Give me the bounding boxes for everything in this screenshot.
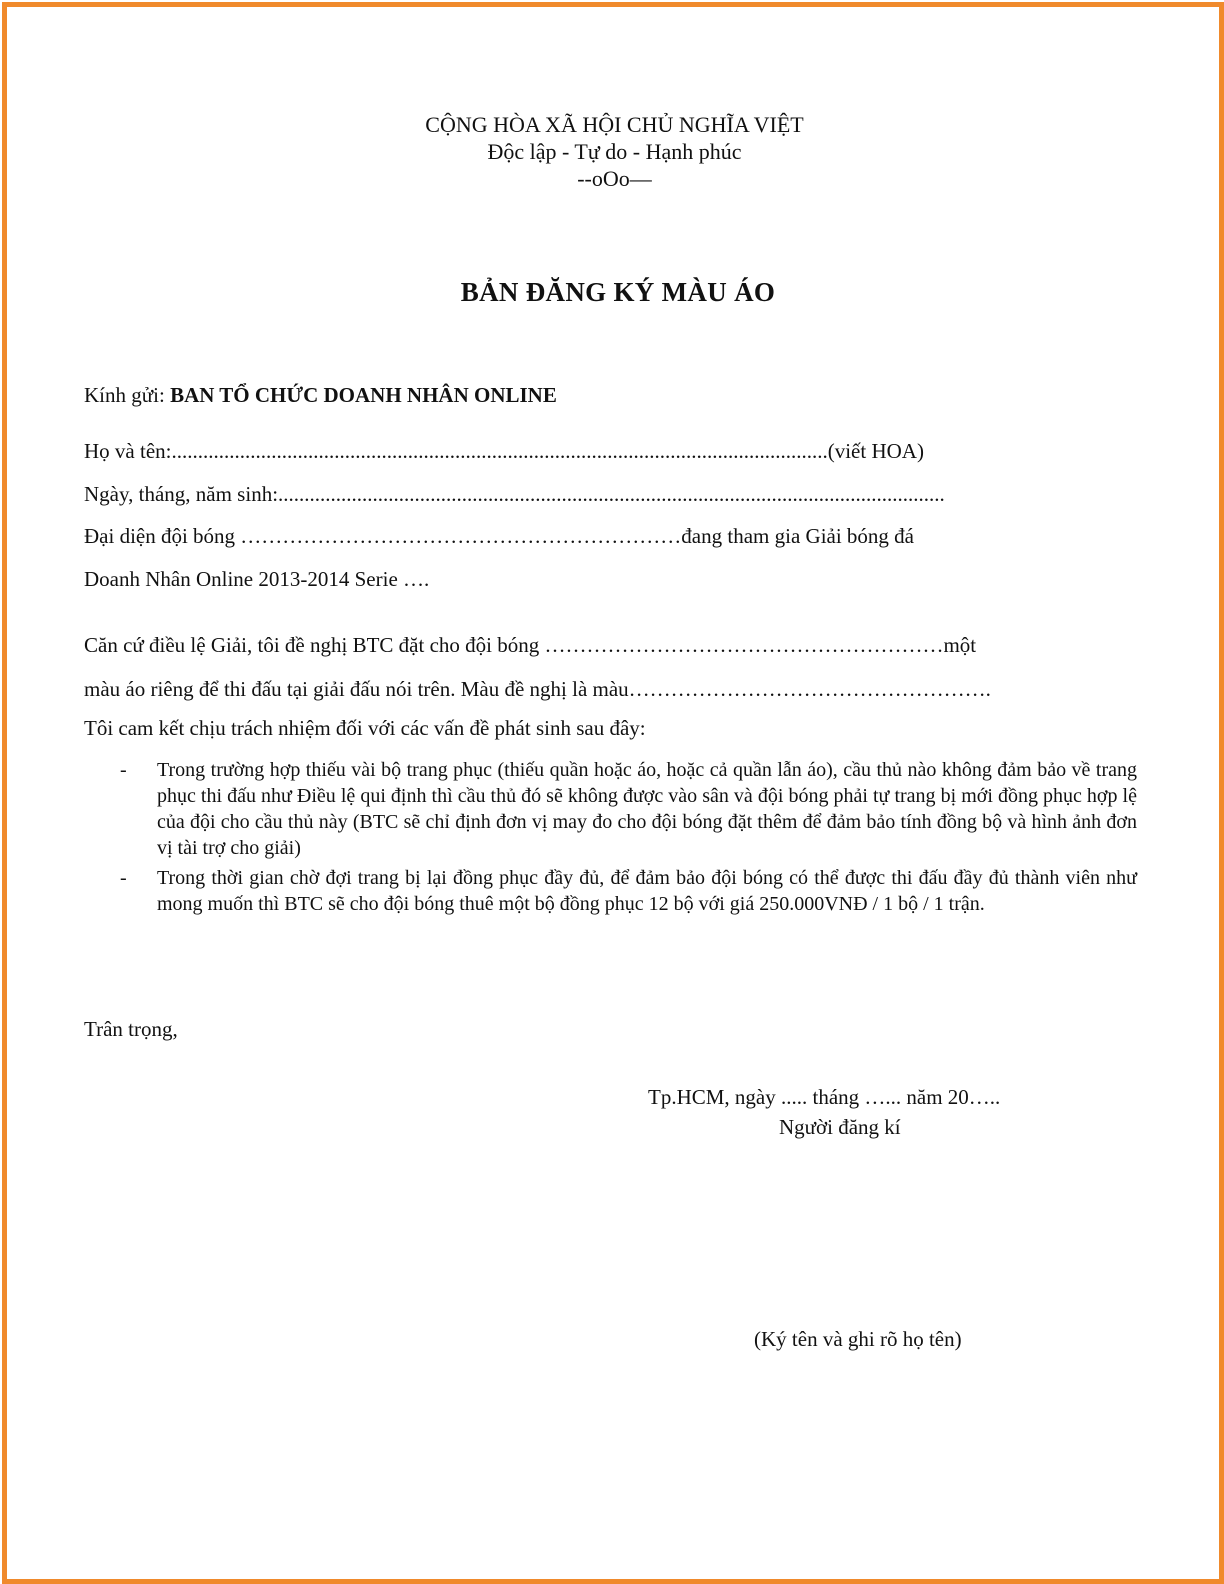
request-line-1: Căn cứ điều lệ Giải, tôi đề nghị BTC đặt cho đội bóng …………………………………………………một [84,633,977,657]
commitment-item-1: Trong trường hợp thiếu vài bộ trang phục (thiếu quần hoặc áo, hoặc cả quần lẫn áo), cầu thủ nào không đảm bảo về trang phục thi đấu như Điều lệ qui định thì cầu thủ đó sẽ không được vào sân và đội bóng phải tự trang bị mới đồng phục hợp lệ của đội cho cầu thủ này (BTC sẽ chỉ định đơn vị may đo cho đội bóng đặt thêm để đảm bảo tính đồng bộ và hình ảnh đơn vị tài trợ cho giải) [157,759,1137,859]
national-header [0,111,1224,192]
birth-date-field: Ngày, tháng, năm sinh:............................................................................................................................... [84,482,945,506]
place-and-date: Tp.HCM, ngày ..... tháng …... năm 20….. [648,1085,1001,1109]
team-representative-field: Đại diện đội bóng ………………………………………………………đang tham gia Giải bóng đá [84,524,915,548]
document-title: BẢN ĐĂNG KÝ MÀU ÁO [460,277,776,307]
bullet-dash: - [120,867,127,889]
recipient-name: BAN TỔ CHỨC DOANH NHÂN ONLINE [170,383,557,407]
header-ornament: --oOo— [577,166,652,191]
request-line-2: màu áo riêng để thi đấu tại giải đấu nói trên. Màu đề nghị là màu……………………………………………. [84,677,991,701]
bullet-dash: - [120,759,127,781]
national-motto: Độc lập - Tự do - Hạnh phúc [487,139,742,164]
registrant-role: Người đăng kí [779,1115,901,1139]
commitment-intro: Tôi cam kết chịu trách nhiệm đối với các vấn đề phát sinh sau đây: [84,716,646,740]
recipient-label: Kính gửi: [84,383,171,407]
recipient-line [84,382,557,408]
signature-instruction: (Ký tên và ghi rõ họ tên) [754,1327,962,1351]
tournament-field: Doanh Nhân Online 2013-2014 Serie …. [84,567,430,591]
full-name-field: Họ và tên:.............................................................................................................................(viết HOA) [84,439,924,463]
commitment-item-2: Trong thời gian chờ đợi trang bị lại đồng phục đầy đủ, để đảm bảo đội bóng có thể được thi đấu đầy đủ thành viên như mong muốn thì BTC sẽ cho đội bóng thuê một bộ đồng phục 12 bộ với giá 250.000VNĐ / 1 bộ / 1 trận. [157,867,1137,915]
closing-salutation: Trân trọng, [84,1017,178,1041]
country-name: CỘNG HÒA XÃ HỘI CHỦ NGHĨA VIỆT [425,112,804,137]
